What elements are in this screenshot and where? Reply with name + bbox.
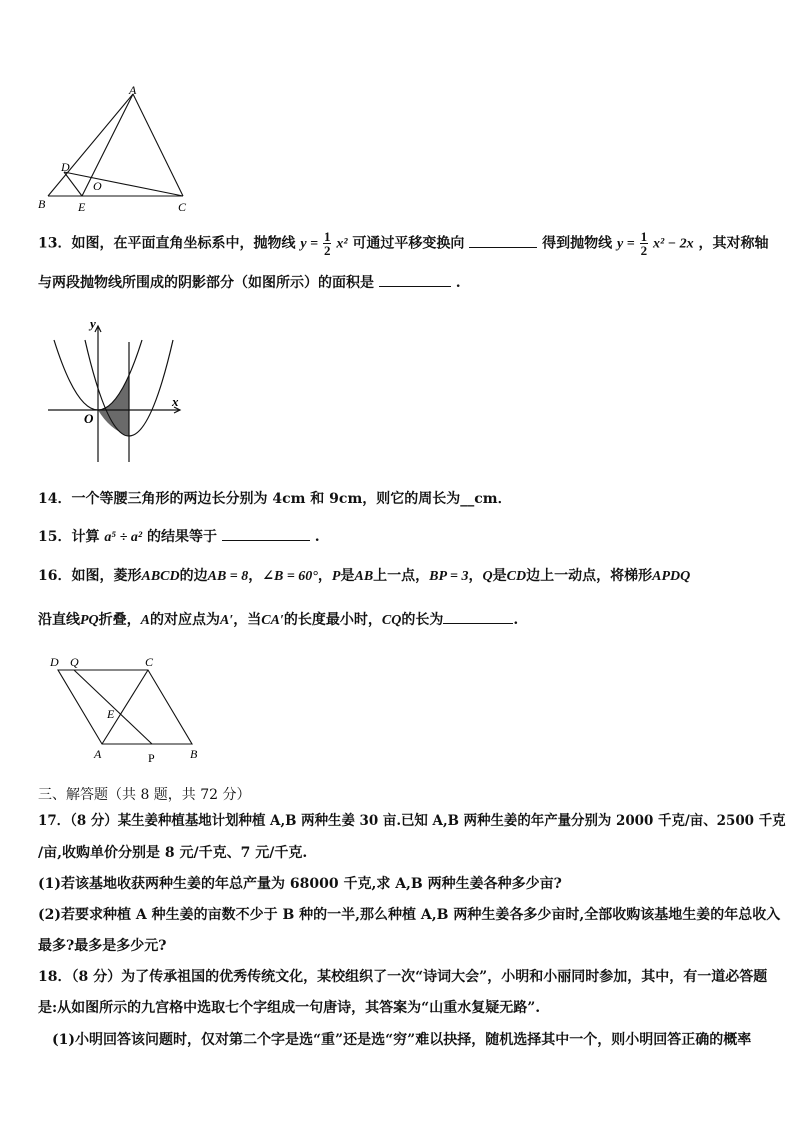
q13-eq1-rhs: x² [336, 236, 348, 252]
q16-t5: 是 [492, 568, 507, 584]
q16-AB: AB [354, 569, 374, 584]
q18-line1-text: 18．（8 分）为了传承祖国的优秀传统文化，某校组织了一次“诗词大会”，小明和小丽同时参加，其中，有一道必答题 [38, 969, 768, 985]
label-C-16: C [145, 655, 154, 669]
section-title-text: 三、解答题（共 8 题，共 72 分） [38, 787, 251, 803]
parabola-figure [40, 312, 200, 470]
frac-num: 1 [323, 229, 331, 244]
x-axis-label: x [172, 394, 179, 409]
q13-text-4: ，其对称轴 [698, 235, 769, 252]
question-18-sub1 [52, 1031, 751, 1049]
q16-t11: 的长度最小时， [283, 612, 382, 628]
label-A-16: A [94, 747, 102, 761]
question-17-line1 [38, 812, 786, 830]
question-16-line1 [38, 567, 690, 586]
origin-label: O [84, 411, 94, 426]
q15-expression: a⁵ ÷ a² [104, 530, 143, 545]
q13-eq1-lhs: y = [300, 236, 319, 252]
q16-t6: 边上一动点，将梯形 [526, 568, 653, 584]
q16-CD: CD [506, 569, 527, 584]
q17-sub1-text: (1)若该基地收获两种生姜的年总产量为 68000 千克,求 A,B 两种生姜各种多少亩? [38, 876, 562, 892]
frac-den: 2 [323, 243, 331, 258]
q16-t1: 16．如图，菱形 [38, 568, 142, 584]
label-B-16: B [190, 747, 198, 761]
question-18-line1 [38, 968, 767, 986]
q13-text-1: 13．如图，在平面直角坐标系中，抛物线 [38, 235, 296, 252]
label-Q-16: Q [70, 655, 79, 669]
q16-t10: ，当 [233, 612, 262, 628]
y-axis-label: y [90, 316, 96, 331]
q16-t7: 沿直线 [38, 612, 80, 628]
frac-den-2: 2 [640, 243, 648, 258]
label-A: A [129, 84, 137, 97]
triangle-figure [30, 84, 200, 216]
q16-t8: 折叠， [98, 612, 141, 628]
label-O: O [93, 179, 102, 193]
q15-text-2: 的结果等于 [146, 529, 217, 545]
q16-apdq: APDQ [652, 569, 691, 584]
q16-CAprime: CA′ [261, 613, 284, 628]
q13-end: . [455, 275, 461, 291]
q16-bp: BP = 3 [429, 569, 469, 584]
q14-text: 14．一个等腰三角形的两边长分别为 4cm 和 9cm，则它的周长为__cm． [38, 491, 512, 507]
label-B: B [38, 197, 46, 211]
q13-text-2: 可通过平移变换向 [352, 235, 465, 252]
q16-end: . [513, 612, 519, 628]
q17-sub2b-text: 最多?最多是多少元? [38, 938, 167, 954]
fraction-half [323, 230, 332, 257]
q17-line1-text: 17．（8 分）某生姜种植基地计划种植 A,B 两种生姜 30 亩.已知 A,B 两种生姜的年产量分别为 2000 千克/亩、2500 千克 [38, 813, 786, 829]
q13-eq2-rhs: x² − 2x [652, 236, 694, 252]
question-17-sub2a [38, 906, 780, 924]
frac-num-2: 1 [640, 229, 648, 244]
q16-t3: 是 [340, 568, 355, 584]
label-C: C [178, 200, 187, 214]
question-17-sub2b [38, 937, 166, 955]
answer-blank-13b[interactable] [379, 272, 451, 287]
question-17-line2 [38, 844, 307, 862]
answer-blank-16[interactable] [443, 609, 513, 624]
q13-eq2-lhs: y = [617, 236, 635, 252]
question-14 [38, 490, 512, 508]
fraction-half-2 [640, 230, 649, 257]
q18-sub1-text: (1)小明回答该问题时，仅对第二个字是选“重”还是选“穷”难以抉择，随机选择其中一个，则小明回答正确的概率 [52, 1032, 752, 1048]
label-P-16: P [148, 751, 155, 764]
question-13-line1 [38, 230, 769, 257]
q16-t4: 上一点， [373, 568, 430, 584]
q16-t9: 的对应点为 [150, 612, 221, 628]
q16-CQ: CQ [381, 613, 402, 628]
q16-sep2: ， [317, 568, 332, 584]
answer-blank-13a[interactable] [469, 233, 537, 248]
q13-text-5: 与两段抛物线所围成的阴影部分（如图所示）的面积是 [38, 275, 374, 291]
q16-t2: 的边 [179, 568, 208, 584]
label-E-16: E [107, 707, 115, 721]
q16-t12: 的长为 [401, 612, 444, 628]
q16-ab8: AB = 8 [207, 569, 249, 584]
q16-sep3: ， [468, 568, 483, 584]
q16-abcd: ABCD [141, 569, 180, 584]
q16-PQ: PQ [80, 613, 99, 628]
label-D: D [61, 160, 70, 174]
q16-sep1: ， [248, 568, 263, 584]
q16-P: P [331, 569, 341, 584]
label-E: E [78, 200, 86, 214]
section-title [38, 786, 251, 804]
q17-line2-text: /亩,收购单价分别是 8 元/千克、7 元/千克. [38, 845, 308, 861]
q16-angle: ∠B = 60° [262, 569, 318, 584]
q15-text-1: 15．计算 [38, 529, 100, 545]
q15-end: . [314, 529, 320, 545]
question-18-line2 [38, 999, 540, 1017]
q17-sub2a-text: (2)若要求种植 A 种生姜的亩数不少于 B 种的一半,那么种植 A,B 两种生姜各多少亩时,全部收购该基地生姜的年总收入 [38, 907, 781, 923]
answer-blank-15[interactable] [222, 526, 310, 541]
question-17-sub1 [38, 875, 562, 893]
rhombus-figure [44, 652, 214, 764]
q18-line2-text: 是:从如图所示的九宫格中选取七个字组成一句唐诗，其答案为“山重水复疑无路”. [38, 1000, 541, 1016]
question-13-line2 [38, 272, 461, 292]
q13-text-3: 得到抛物线 [542, 235, 613, 252]
q16-Aprime: A′ [220, 613, 234, 628]
question-16-line2 [38, 609, 518, 630]
q16-Q: Q [482, 569, 493, 584]
question-15 [38, 526, 320, 547]
label-D-16: D [50, 655, 59, 669]
q16-A: A [140, 613, 151, 628]
